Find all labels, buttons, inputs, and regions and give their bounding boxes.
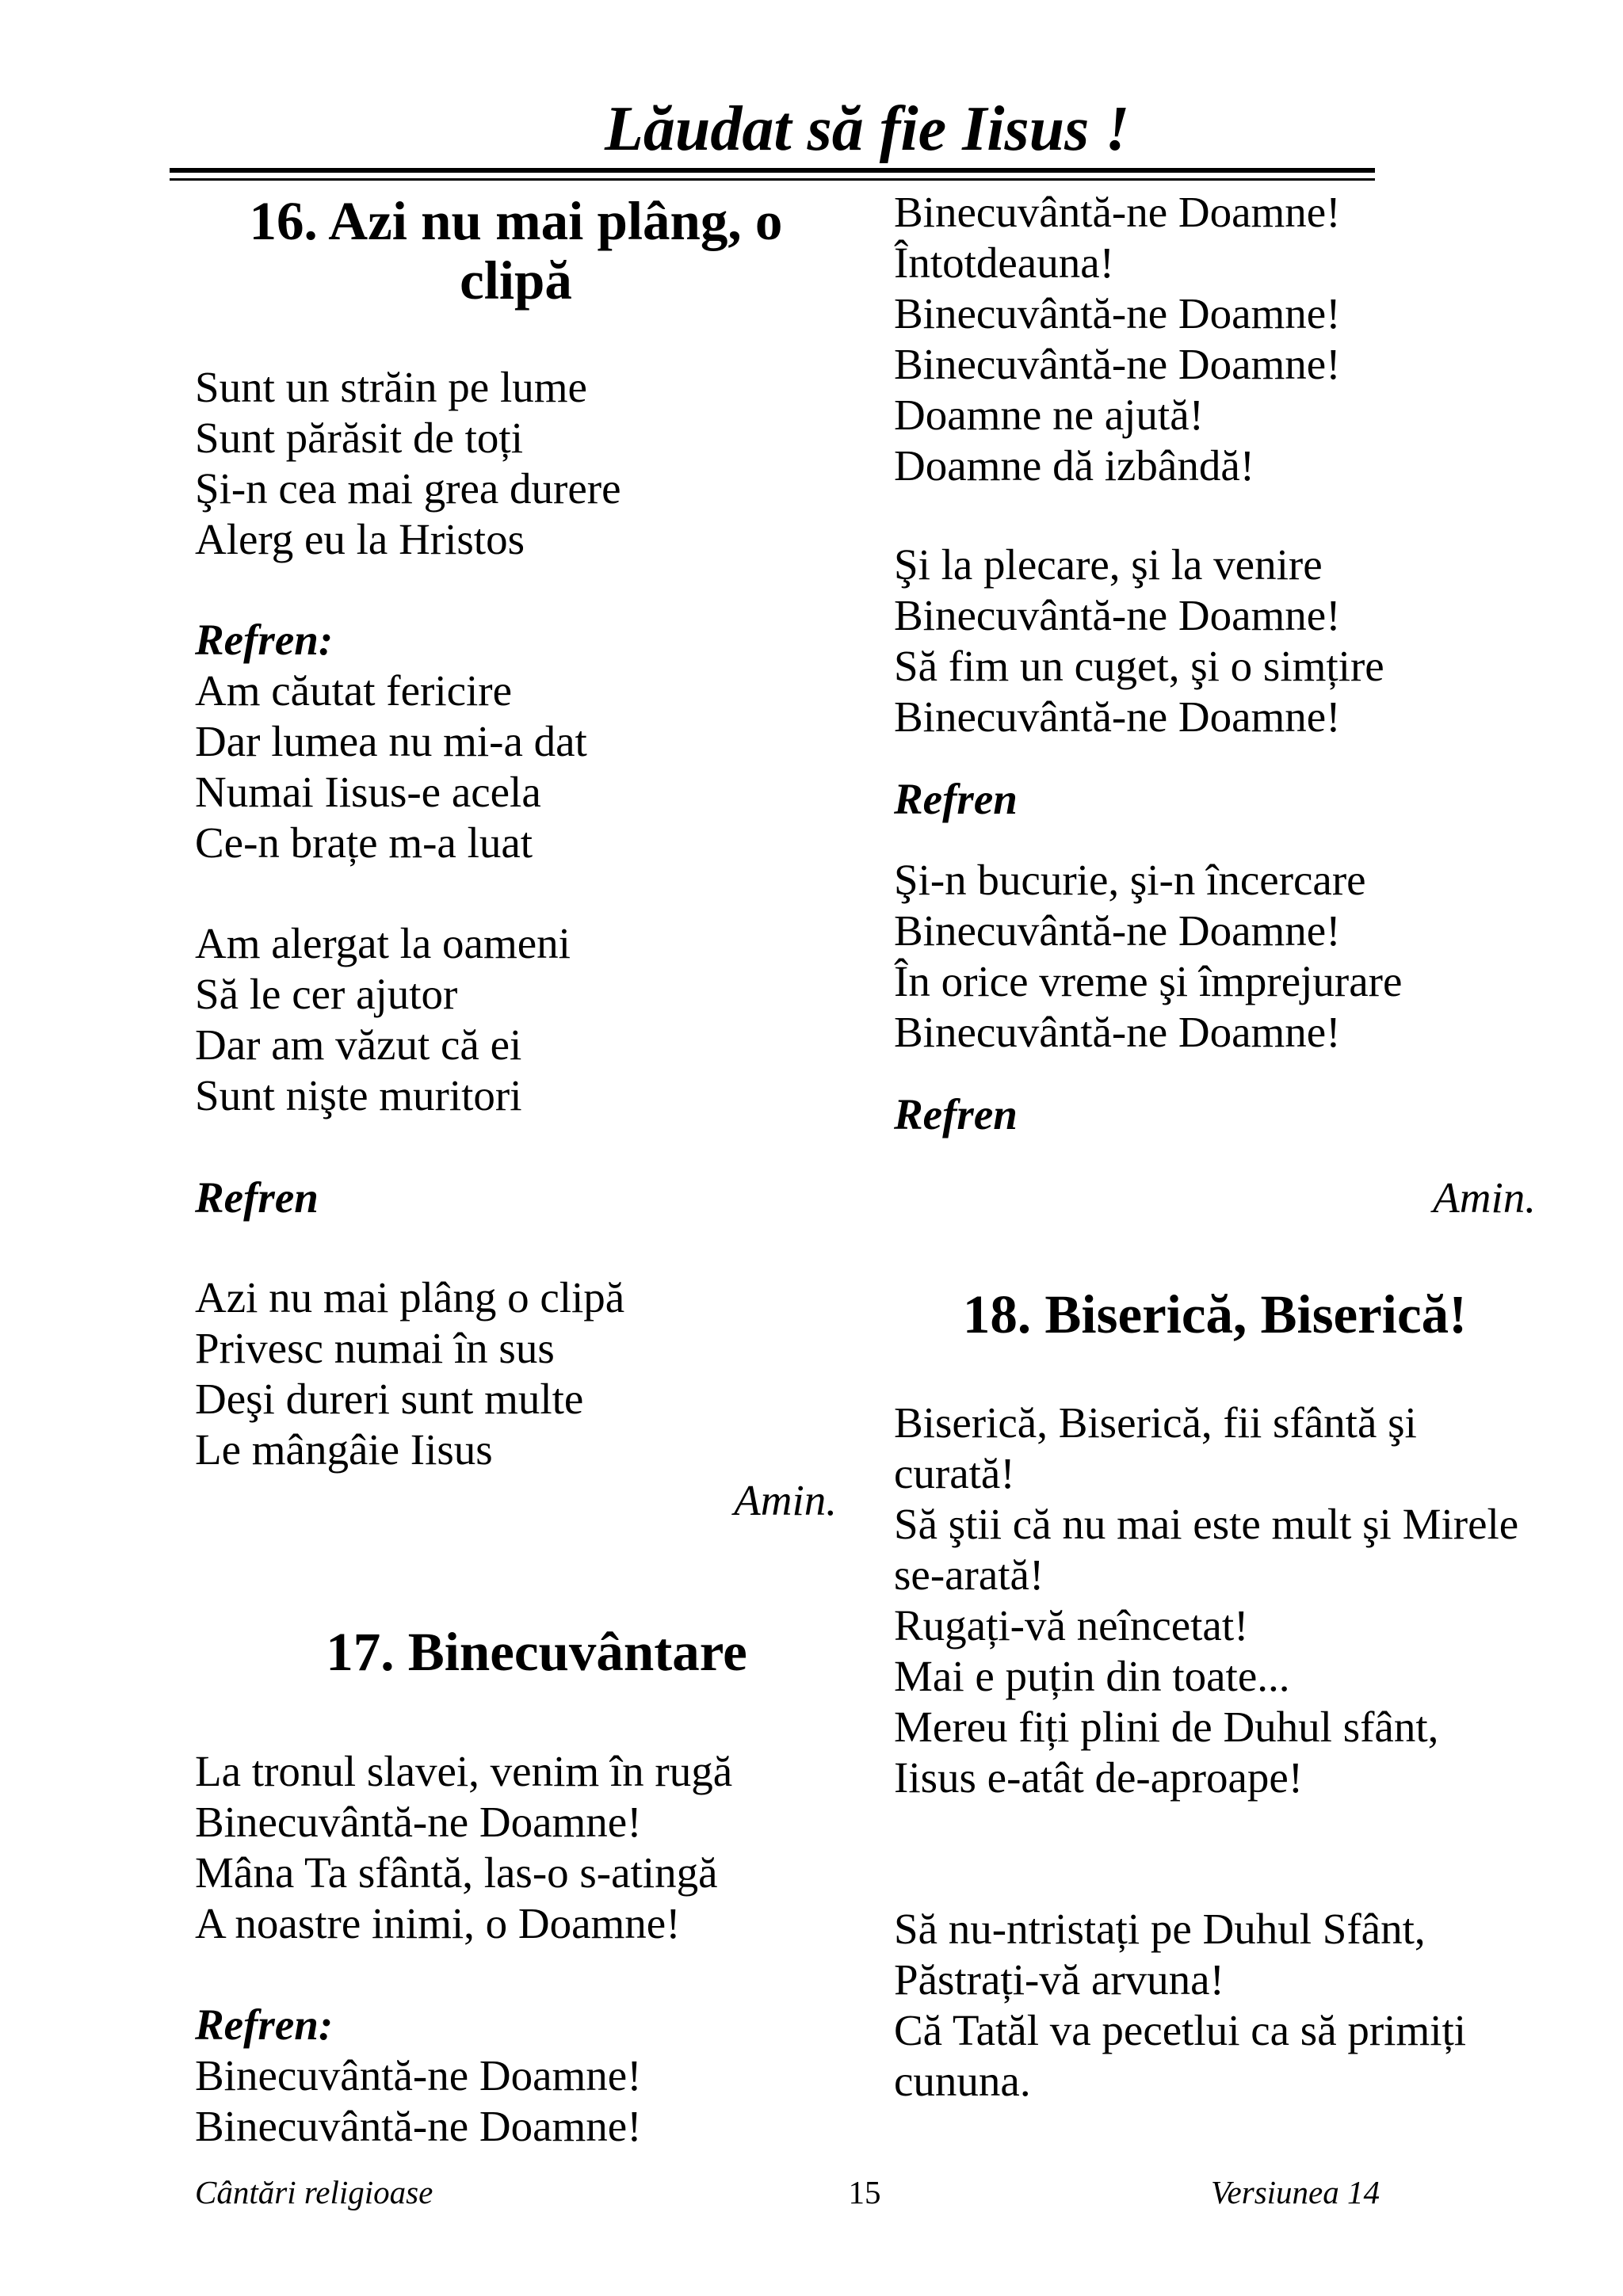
lyric-line: Mereu fiți plini de Duhul sfânt, — [894, 1703, 1439, 1751]
lyric-line: Deşi dureri sunt multe — [195, 1375, 584, 1423]
song-17-stanza-3 — [894, 855, 1536, 1058]
lyric-line: Binecuvântă-ne Doamne! — [894, 340, 1341, 388]
page-number: 15 — [848, 2174, 881, 2210]
lyric-line: Sunt nişte muritori — [195, 1071, 522, 1119]
lyric-line: Iisus e-atât de-aproape! — [894, 1753, 1304, 1802]
lyric-line: Sunt părăsit de toți — [195, 414, 523, 462]
lyric-line: Şi-n cea mai grea durere — [195, 464, 621, 513]
lyric-line: Ce-n brațe m-a luat — [195, 818, 533, 867]
lyric-line: Mâna Ta sfântă, las-o s-atingă — [195, 1848, 718, 1897]
song-17-stanza-2 — [894, 540, 1536, 742]
lyric-line: Am alergat la oameni — [195, 919, 571, 967]
lyric-line: Rugați-vă neîncetat! — [894, 1601, 1249, 1650]
lyric-line: Am căutat fericire — [195, 666, 513, 715]
lyric-line: Să nu-ntristați pe Duhul Sfânt, — [894, 1905, 1426, 1953]
song-16-stanza-1 — [195, 362, 837, 565]
lyric-line: Să fim un cuget, şi o simțire — [894, 642, 1384, 690]
lyric-line: Să le cer ajutor — [195, 970, 458, 1018]
song-17-refrain-part-2 — [894, 187, 1536, 491]
refrain-label: Refren: — [195, 616, 334, 664]
song-16-stanza-3 — [195, 1272, 837, 1526]
song-16-refrain — [195, 615, 837, 868]
song-17-title: 17. Binecuvântare — [326, 1622, 747, 1682]
song-ending: Amin. — [734, 1476, 837, 1524]
footer-version: Versiunea 14 — [1211, 2174, 1380, 2210]
lyric-line: Sunt un străin pe lume — [195, 363, 587, 411]
lyric-line: Binecuvântă-ne Doamne! — [894, 289, 1341, 338]
song-16-title: 16. Azi nu mai plâng, o clipă — [249, 191, 783, 311]
header-rule-thick — [170, 168, 1375, 173]
lyric-line: Azi nu mai plâng o clipă — [195, 1273, 625, 1322]
lyric-line: Biserică, Biserică, fii sfântă şi curată! — [894, 1398, 1417, 1497]
header-rule-thin — [170, 178, 1375, 181]
lyric-line: Doamne dă izbândă! — [894, 441, 1255, 490]
lyric-line: Mai e puțin din toate... — [894, 1652, 1290, 1700]
lyric-line: Binecuvântă-ne Doamne! — [894, 906, 1341, 955]
song-17-stanza-1 — [195, 1746, 837, 1949]
refrain-repeat-label: Refren — [894, 1090, 1018, 1138]
lyric-line: Păstrați-vă arvuna! — [894, 1955, 1224, 2004]
refrain-repeat-label: Refren — [894, 775, 1018, 823]
lyric-line: La tronul slavei, venim în rugă — [195, 1747, 733, 1795]
lyric-line: A noastre inimi, o Doamne! — [195, 1899, 681, 1947]
lyric-line: Doamne ne ajută! — [894, 391, 1204, 439]
lyric-line: Alerg eu la Hristos — [195, 515, 525, 563]
song-18-title: 18. Biserică, Biserică! — [962, 1284, 1468, 1344]
lyric-line: Că Tatăl va pecetlui ca să primiți cununa. — [894, 2006, 1467, 2105]
lyric-line: Dar am văzut că ei — [195, 1020, 522, 1069]
lyric-line: Dar lumea nu mi-a dat — [195, 717, 587, 765]
lyric-line: Şi-n bucurie, şi-n încercare — [894, 856, 1366, 904]
lyric-line: Binecuvântă-ne Doamne! — [894, 188, 1341, 236]
lyric-line: Le mângâie Iisus — [195, 1425, 493, 1474]
song-16-stanza-2 — [195, 918, 837, 1121]
lyric-line: Şi la plecare, şi la venire — [894, 540, 1323, 589]
lyric-line: Binecuvântă-ne Doamne! — [195, 2051, 642, 2100]
song-ending: Amin. — [1433, 1173, 1536, 1222]
refrain-repeat-label: Refren — [195, 1173, 319, 1222]
lyric-line: Binecuvântă-ne Doamne! — [195, 2102, 642, 2150]
lyric-line: Binecuvântă-ne Doamne! — [195, 1798, 642, 1846]
lyric-line: Binecuvântă-ne Doamne! — [894, 692, 1341, 741]
song-18-stanza-2 — [894, 1904, 1536, 2107]
lyric-line: Binecuvântă-ne Doamne! — [894, 591, 1341, 639]
song-18-stanza-1 — [894, 1398, 1536, 1803]
running-header: Lăudat să fie Iisus ! — [605, 94, 1130, 164]
lyric-line: Întotdeauna! — [894, 238, 1114, 287]
lyric-line: Binecuvântă-ne Doamne! — [894, 1008, 1341, 1056]
lyric-line: Să ştii că nu mai este mult şi Mirele se-arată! — [894, 1500, 1519, 1599]
footer-book-title: Cântări religioase — [195, 2174, 433, 2210]
lyric-line: Privesc numai în sus — [195, 1324, 555, 1372]
song-17-refrain-part-1 — [195, 2000, 837, 2152]
lyric-line: În orice vreme şi împrejurare — [894, 957, 1403, 1005]
lyric-line: Numai Iisus-e acela — [195, 768, 541, 816]
refrain-label: Refren: — [195, 2000, 334, 2049]
